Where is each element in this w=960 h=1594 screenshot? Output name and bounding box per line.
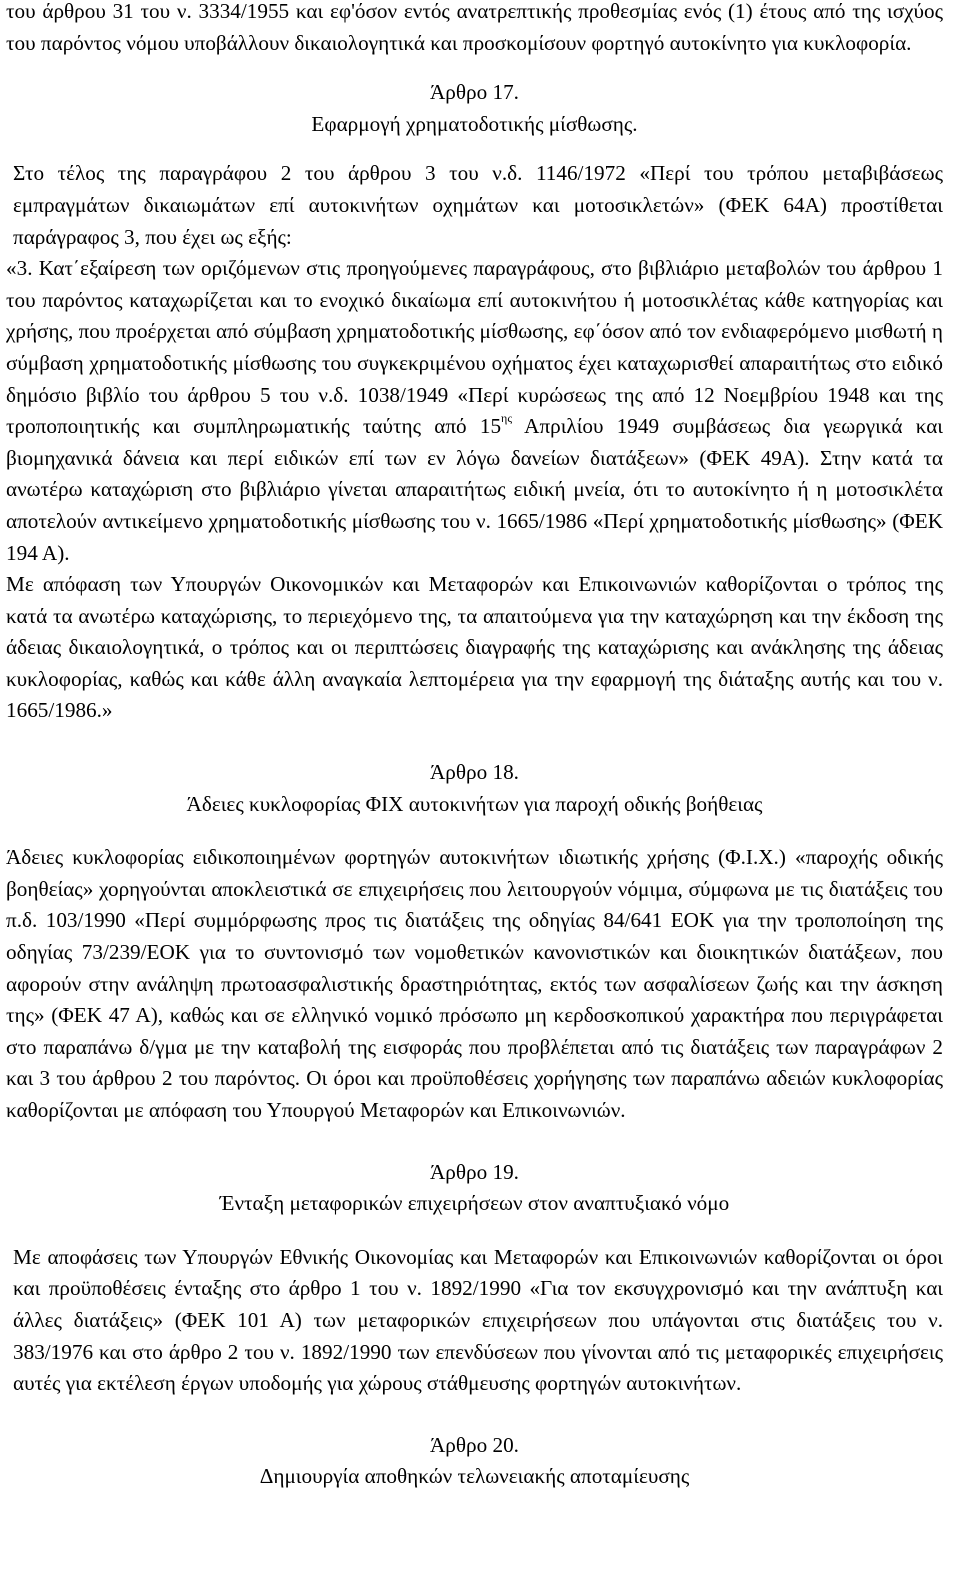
article-18-heading: Άρθρο 18. <box>430 760 519 785</box>
article-20-heading: Άρθρο 20. <box>430 1432 519 1457</box>
article-19 <box>6 1157 943 1400</box>
article-18-title: Άδειες κυκλοφορίας ΦΙΧ αυτοκινήτων για παροχή οδικής βοήθειας <box>186 791 763 816</box>
article-17-title: Εφαρμογή χρηματοδοτικής μίσθωσης. <box>311 111 638 136</box>
article-17-paragraph-2-text-a: «3. Κατ΄εξαίρεση των οριζόμενων στις προηγούμενες παραγράφους, στο βιβλιάριο μεταβολών του άρθρου 1 του παρόντος καταχωρίζεται και το ενοχικό δικαίωμα επί αυτοκινήτου ή μοτοσικλέτας κάθε κατηγορίας και χρήσης, που προέρχεται από σύμβαση χρηματοδοτικής μίσθωσης, εφ΄όσον από τον ενδιαφερόμενο μισθωτή η σύμβαση χρηματοδοτικής μίσθωσης του συγκεκριμένου οχήματος έχει καταχωρισθεί απαραιτήτως στο ειδικό δημόσιο βιβλίο του άρθρου 5 του ν.δ. 1038/1949 «Περί κυρώσεως της από 12 Νοεμβρίου 1948 και της τροποποιητικής και συμπληρωματικής ταύτης από 15 <box>6 256 943 439</box>
article-18 <box>6 757 943 1127</box>
article-19-heading: Άρθρο 19. <box>430 1159 519 1184</box>
article-17-heading: Άρθρο 17. <box>430 80 519 105</box>
article-17-paragraph-2-text-b: Απριλίου 1949 συμβάσεως δια γεωργικά και βιομηχανικά δάνεια και περί ειδικών επί των εν λόγω δανείων διατάξεων» (ΦΕΚ 49Α). Στην κατά τα ανωτέρω καταχώριση στο βιβλιάριο γίνεται απαραιτήτως ειδική μνεία, ότι το αυτοκίνητο ή η μοτοσικλέτα αποτελούν αντικείμενο χρηματοδοτικής μίσθωσης του ν. 1665/1986 «Περί χρηματοδοτικής μίσθωσης» (ΦΕΚ 194 Α). <box>6 414 943 565</box>
article-18-paragraph-1: Άδειες κυκλοφορίας ειδικοποιημένων φορτηγών αυτοκινήτων ιδιωτικής χρήσης (Φ.Ι.Χ.) «παροχής οδικής βοηθείας» χορηγούνται αποκλειστικά σε επιχειρήσεις που λειτουργούν νόμιμα, σύμφωνα με τις διατάξεις του π.δ. 103/1990 «Περί συμμόρφωσης προς τις διατάξεις της οδηγίας 84/641 ΕΟΚ για την τροποποίηση της οδηγίας 73/239/ΕΟΚ για το συντονισμό των νομοθετικών κανονιστικών και διοικητικών διατάξεων, που αφορούν στην ανάληψη πρωτοασφαλιστικής δραστηριότητας, εκτός των ασφαλίσεων ζωής και την άσκηση της» (ΦΕΚ 47 Α), καθώς και σε ελληνικό νομικό πρόσωπο μη κερδοσκοπικού χαρακτήρα που περιγράφεται στο παραπάνω δ/γμα με την καταβολή της εισφοράς που προβλέπεται από τις διατάξεις των παραγράφων 2 και 3 του άρθρου 2 του παρόντος. Οι όροι και προϋποθέσεις χορήγησης των παραπάνω αδειών κυκλοφορίας καθορίζονται με απόφαση του Υπουργού Μεταφορών και Επικοινωνιών. <box>6 845 943 1122</box>
intro-paragraph: του άρθρου 31 του ν. 3334/1955 και εφ'όσον εντός ανατρεπτικής προθεσμίας ενός (1) έτους από της ισχύος του παρόντος νόμου υποβάλλουν δικαιολογητικά και προσκομίσουν φορτηγό αυτοκίνητο για κυκλοφορία. <box>6 0 943 55</box>
article-19-title: Ένταξη μεταφορικών επιχειρήσεων στον αναπτυξιακό νόμο <box>219 1191 730 1216</box>
article-17-paragraph-1: Στο τέλος της παραγράφου 2 του άρθρου 3 του ν.δ. 1146/1972 «Περί του τρόπου μεταβιβάσεως εμπραγμάτων δικαιωμάτων επί αυτοκινήτων οχημάτων και μοτοσικλετών» (ΦΕΚ 64Α) προστίθεται παράγραφος 3, που έχει ως εξής: <box>13 161 943 249</box>
article-17-paragraph-2 <box>6 253 943 569</box>
document-page <box>6 0 943 1493</box>
article-20 <box>6 1430 943 1493</box>
article-20-title: Δημιουργία αποθηκών τελωνειακής αποταμίευσης <box>259 1464 690 1489</box>
article-17-paragraph-3: Με απόφαση των Υπουργών Οικονομικών και Μεταφορών και Επικοινωνιών καθορίζονται ο τρόπος της κατά τα ανωτέρω καταχώρισης, το περιεχόμενο της, τα απαιτούμενα για την καταχώρηση και την έκδοση της άδειας δικαιολογητικά, ο τρόπος και οι περιπτώσεις διαγραφής της καταχώρισης και ανάκλησης της άδειας κυκλοφορίας, καθώς και κάθε άλλη αναγκαία λεπτομέρεια για την εφαρμογή της διάταξης αυτής και του ν. 1665/1986.» <box>6 572 943 723</box>
article-19-paragraph-1: Με αποφάσεις των Υπουργών Εθνικής Οικονομίας και Μεταφορών και Επικοινωνιών καθορίζονται οι όροι και προϋποθέσεις ένταξης στο άρθρο 1 του ν. 1892/1990 «Για τον εκσυγχρονισμό και την ανάπτυξη και άλλες διατάξεις» (ΦΕΚ 101 Α) των μεταφορικών επιχειρήσεων που υπάγονται στις διατάξεις του ν. 383/1976 και στο άρθρο 2 του ν. 1892/1990 των επενδύσεων που γίνονται από τις μεταφορικές επιχειρήσεις αυτές για εκτέλεση έργων υποδομής για χώρους στάθμευσης φορτηγών αυτοκινήτων. <box>13 1244 943 1396</box>
article-17 <box>6 77 943 727</box>
ordinal-superscript: ης <box>501 411 513 426</box>
